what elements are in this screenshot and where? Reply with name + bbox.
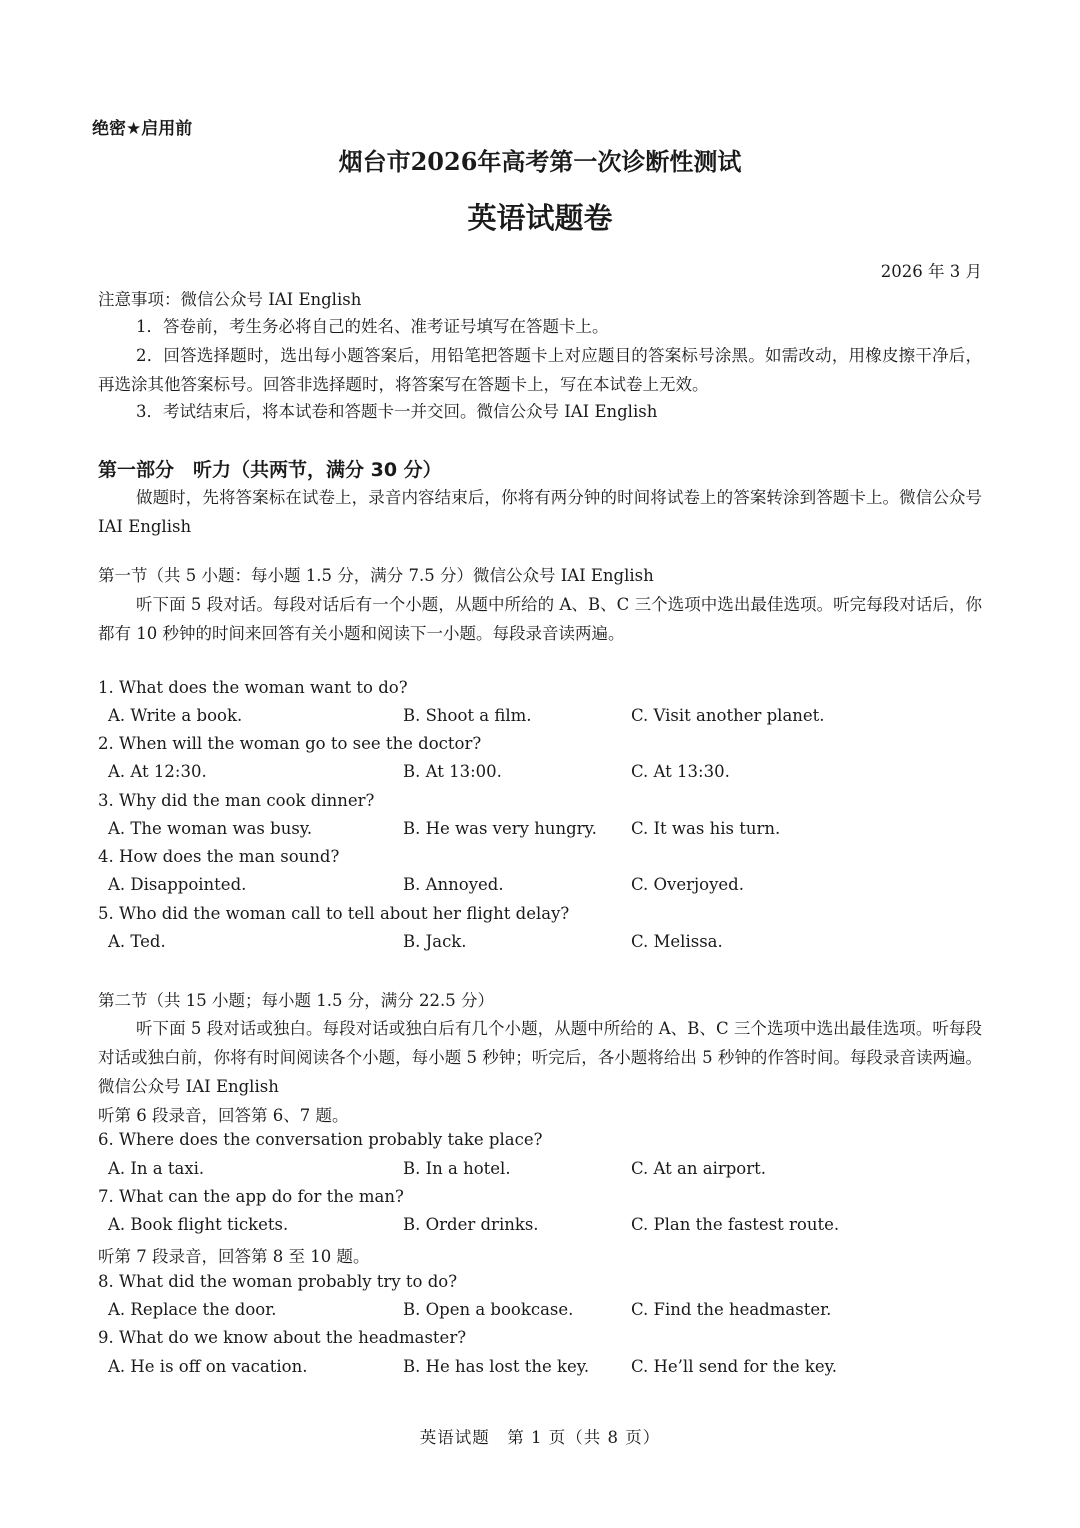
question-8: 8. What did the woman probably try to do?: [98, 1272, 458, 1291]
q3-option-c: C. It was his turn.: [631, 819, 781, 838]
question-3: 3. Why did the man cook dinner?: [98, 791, 375, 810]
part1-intro: 做题时，先将答案标在试卷上，录音内容结束后，你将有两分钟的时间将试卷上的答案转涂到答题卡上。微信公众号 IAI English: [98, 488, 982, 536]
q4-option-a: A. Disappointed.: [108, 875, 247, 894]
q8-option-c: C. Find the headmaster.: [631, 1300, 832, 1319]
page-footer: 英语试题 第 1 页（共 8 页）: [419, 1428, 661, 1447]
question-7: 7. What can the app do for the man?: [98, 1187, 404, 1206]
question-6: 6. Where does the conversation probably take place?: [98, 1130, 543, 1149]
exam-title: 烟台市2026年高考第一次诊断性测试: [338, 147, 742, 176]
section2-heading: 第二节（共 15 小题；每小题 1.5 分，满分 22.5 分）: [98, 991, 494, 1010]
notice-heading: 注意事项：微信公众号 IAI English: [98, 290, 362, 309]
question-5: 5. Who did the woman call to tell about her flight delay?: [98, 904, 570, 923]
section1-heading: 第一节（共 5 小题：每小题 1.5 分，满分 7.5 分）微信公众号 IAI English: [98, 566, 654, 585]
q1-option-b: B. Shoot a film.: [403, 706, 532, 725]
notice-item-1: 1．答卷前，考生务必将自己的姓名、准考证号填写在答题卡上。: [136, 317, 609, 336]
q9-option-b: B. He has lost the key.: [403, 1357, 590, 1376]
q4-option-c: C. Overjoyed.: [631, 875, 744, 894]
part1-heading: 第一部分 听力（共两节，满分 30 分）: [98, 459, 442, 481]
q6-option-b: B. In a hotel.: [403, 1159, 511, 1178]
q6-option-c: C. At an airport.: [631, 1159, 766, 1178]
q7-option-a: A. Book flight tickets.: [108, 1215, 289, 1234]
q9-option-a: A. He is off on vacation.: [108, 1357, 308, 1376]
audio-7-instruction: 听第 7 段录音，回答第 8 至 10 题。: [98, 1247, 370, 1266]
q1-option-a: A. Write a book.: [108, 706, 243, 725]
q1-option-c: C. Visit another planet.: [631, 706, 825, 725]
q6-option-a: A. In a taxi.: [108, 1159, 205, 1178]
q8-option-b: B. Open a bookcase.: [403, 1300, 574, 1319]
question-2: 2. When will the woman go to see the doctor?: [98, 734, 482, 753]
secret-label: 绝密★启用前: [92, 119, 193, 139]
q2-option-c: C. At 13:30.: [631, 762, 730, 781]
q4-option-b: B. Annoyed.: [403, 875, 504, 894]
question-4: 4. How does the man sound?: [98, 847, 340, 866]
q5-option-c: C. Melissa.: [631, 932, 723, 951]
q9-option-c: C. He’ll send for the key.: [631, 1357, 837, 1376]
paper-title: 英语试题卷: [467, 201, 613, 235]
notice-item-3: 3．考试结束后，将本试卷和答题卡一并交回。微信公众号 IAI English: [136, 402, 658, 421]
audio-6-instruction: 听第 6 段录音，回答第 6、7 题。: [98, 1106, 349, 1125]
q2-option-b: B. At 13:00.: [403, 762, 502, 781]
q7-option-b: B. Order drinks.: [403, 1215, 539, 1234]
question-9: 9. What do we know about the headmaster?: [98, 1328, 467, 1347]
q2-option-a: A. At 12:30.: [108, 762, 207, 781]
exam-date: 2026 年 3 月: [880, 262, 982, 281]
question-1: 1. What does the woman want to do?: [98, 678, 408, 697]
section2-intro: 听下面 5 段对话或独白。每段对话或独白后有几个小题，从题中所给的 A、B、C 三个选项中选出最佳选项。听每段对话或独白前，你将有时间阅读各个小题，每小题 5 秒钟；听完后，各小题将给出 5 秒钟的作答时间。每段录音读两遍。微信公众号 IAI English: [98, 1019, 982, 1096]
q5-option-a: A. Ted.: [108, 932, 166, 951]
notice-item-2: 2．回答选择题时，选出每小题答案后，用铅笔把答题卡上对应题目的答案标号涂黑。如需改动，用橡皮擦干净后，再选涂其他答案标号。回答非选择题时，将答案写在答题卡上，写在本试卷上无效。: [98, 346, 982, 394]
q3-option-a: A. The woman was busy.: [108, 819, 313, 838]
q3-option-b: B. He was very hungry.: [403, 819, 597, 838]
q7-option-c: C. Plan the fastest route.: [631, 1215, 840, 1234]
q8-option-a: A. Replace the door.: [108, 1300, 277, 1319]
section1-intro: 听下面 5 段对话。每段对话后有一个小题，从题中所给的 A、B、C 三个选项中选出最佳选项。听完每段对话后，你都有 10 秒钟的时间来回答有关小题和阅读下一小题。每段录音读两遍。: [98, 595, 982, 643]
q5-option-b: B. Jack.: [403, 932, 467, 951]
